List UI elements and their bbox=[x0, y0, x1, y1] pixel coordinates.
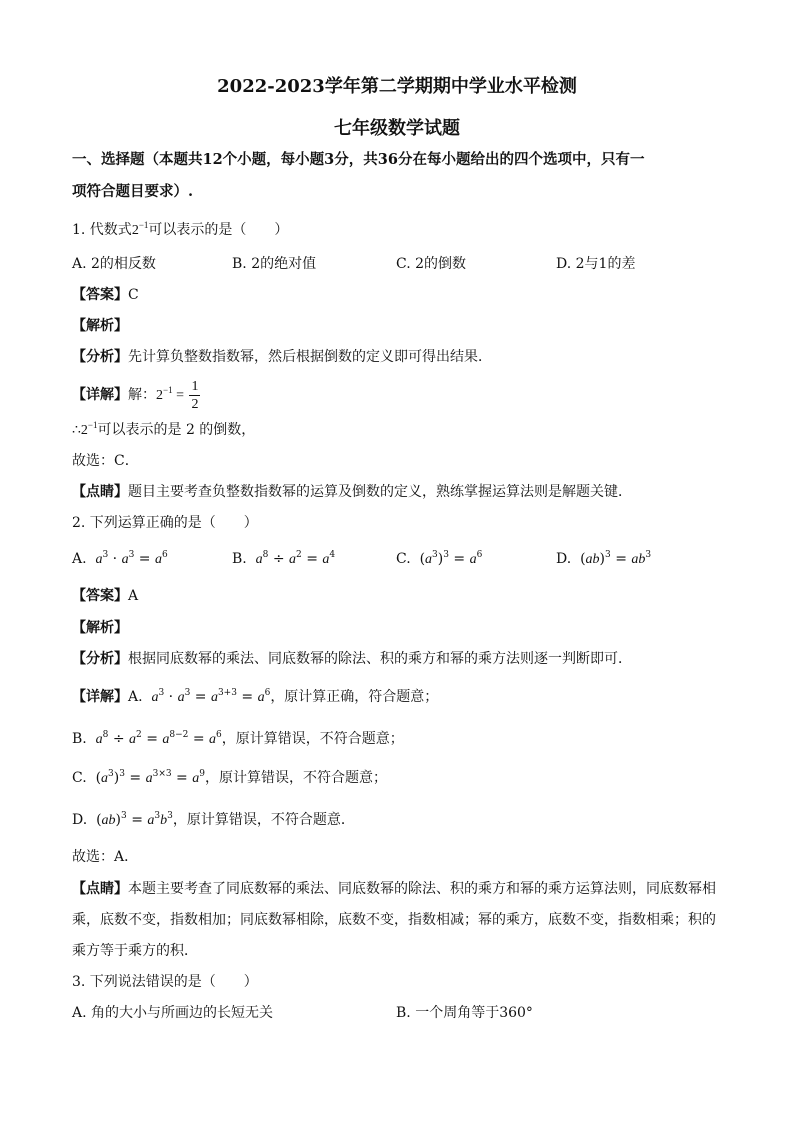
exam-subtitle: 七年级数学试题 bbox=[334, 118, 460, 139]
q1-option-c: C. 2的倒数 bbox=[396, 256, 467, 272]
q1-dianjing bbox=[72, 482, 632, 502]
fenxi-tag: 【分析】 bbox=[72, 651, 128, 667]
q2-analysis-tag: 【解析】 bbox=[72, 620, 128, 636]
q1-therefore-expression: $2^{-1}$ bbox=[80, 420, 98, 438]
q1-stem-prefix: 1. 代数式 bbox=[72, 222, 132, 238]
q2-stem: 2. 下列运算正确的是（ ） bbox=[72, 515, 258, 531]
q2-detail-c-note: ，原计算错误，不符合题意； bbox=[204, 770, 387, 786]
section-heading-line1: 一、选择题（本题共12个小题，每小题3分，共36分在每小题给出的四个选项中，只有一 bbox=[72, 151, 645, 168]
q1-fenxi-text: 先计算负整数指数幂，然后根据倒数的定义即可得出结果． bbox=[128, 349, 492, 365]
q1-analysis-tag: 【解析】 bbox=[72, 318, 128, 334]
q1-therefore-text: 可以表示的是 2 的倒数， bbox=[97, 422, 256, 438]
answer-tag: 【答案】 bbox=[72, 588, 128, 604]
section-heading-line2: 项符合题目要求）. bbox=[72, 183, 194, 200]
q2-option-b: B. $a^8 \div a^2 = a^4$ bbox=[232, 550, 336, 567]
q1-stem-suffix: 可以表示的是（ ） bbox=[148, 222, 289, 238]
q1-detail bbox=[72, 376, 202, 415]
q1-answer bbox=[72, 285, 139, 305]
q1-answer-value: C bbox=[128, 287, 139, 303]
q2-answer-value: A bbox=[128, 588, 139, 604]
q2-detail-b: B. $a^8 \div a^2 = a^{8-2} = a^6$，原计算错误，不符合题意； bbox=[72, 730, 404, 747]
q2-detail-c: C. $(a^3)^3 = a^{3\times 3} = a^9$，原计算错误，不符合题意； bbox=[72, 769, 387, 786]
q2-conclusion: 故选：A． bbox=[72, 849, 139, 865]
q2-dianjing-line3: 乘方等于乘方的积． bbox=[72, 943, 198, 959]
q2-answer bbox=[72, 586, 138, 606]
q1-fenxi bbox=[72, 347, 492, 367]
q2-detail-a: 【详解】A. $a^3 \cdot a^3 = a^{3+3} = a^6$，原计算正确，符合题意； bbox=[72, 688, 439, 705]
q2-detail-a-note: ，原计算正确，符合题意； bbox=[270, 689, 439, 705]
q2-fenxi-text: 根据同底数幂的乘法、同底数幂的除法、积的乘方和幂的乘方法则逐一判断即可． bbox=[128, 651, 632, 667]
q1-option-a: A. 2的相反数 bbox=[72, 256, 156, 272]
dianjing-tag: 【点睛】 bbox=[72, 881, 128, 897]
answer-tag: 【答案】 bbox=[72, 287, 128, 303]
q2-dianjing-line1 bbox=[72, 879, 716, 899]
detail-tag: 【详解】 bbox=[72, 387, 128, 403]
q2-fenxi bbox=[72, 649, 632, 669]
q2-detail-b-note: ，原计算错误，不符合题意； bbox=[221, 731, 404, 747]
q2-dianjing-text1: 本题主要考查了同底数幂的乘法、同底数幂的除法、积的乘方和幂的乘方运算法则，同底数幂相 bbox=[128, 881, 716, 897]
dianjing-tag: 【点睛】 bbox=[72, 484, 128, 500]
q1-detail-formula: $2^{-1}$ = $\frac{1}{2}$ bbox=[156, 379, 199, 413]
q2-option-d: D. $(ab)^3 = ab^3$ bbox=[556, 550, 652, 567]
q1-dianjing-text: 题目主要考查负整数指数幂的运算及倒数的定义，熟练掌握运算法则是解题关键． bbox=[128, 484, 632, 500]
q1-stem bbox=[72, 220, 288, 241]
q2-option-c: C. $(a^3)^3 = a^6$ bbox=[396, 550, 483, 567]
q1-option-b: B. 2的绝对值 bbox=[232, 256, 317, 272]
q1-expression: $2^{-1}$ bbox=[131, 220, 149, 238]
q1-detail-prefix: 解： bbox=[128, 387, 156, 403]
q2-option-a: A. $a^3 \cdot a^3 = a^6$ bbox=[72, 550, 168, 567]
q2-detail-d-note: ，原计算错误，不符合题意． bbox=[172, 812, 355, 828]
q3-option-a: A. 角的大小与所画边的长短无关 bbox=[72, 1005, 274, 1021]
fenxi-tag: 【分析】 bbox=[72, 349, 128, 365]
q3-stem: 3. 下列说法错误的是（ ） bbox=[72, 974, 258, 990]
q1-option-d: D. 2与1的差 bbox=[556, 256, 636, 272]
exam-title: 2022-2023学年第二学期期中学业水平检测 bbox=[217, 76, 577, 97]
therefore-symbol: ∴ bbox=[72, 422, 81, 438]
q3-option-b: B. 一个周角等于360° bbox=[396, 1005, 533, 1021]
q2-detail-d: D. $(ab)^3 = a^3b^3$，原计算错误，不符合题意． bbox=[72, 811, 355, 828]
detail-tag: 【详解】 bbox=[72, 689, 128, 705]
q1-therefore bbox=[72, 420, 255, 441]
q2-dianjing-line2: 乘，底数不变，指数相加；同底数幂相除，底数不变，指数相减；幂的乘方，底数不变，指数相乘；积的 bbox=[72, 912, 716, 928]
q1-conclusion: 故选：C． bbox=[72, 453, 139, 469]
